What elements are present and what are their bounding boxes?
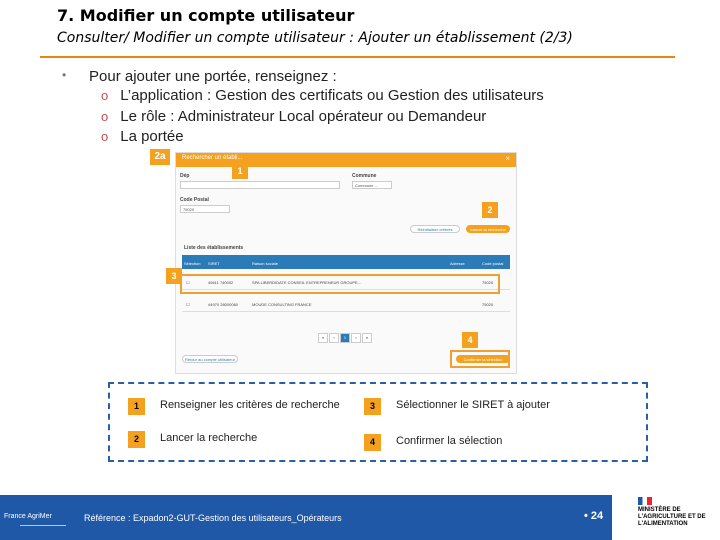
reset-criteria-button[interactable]: Réinitialiser critères bbox=[410, 225, 460, 233]
row-checkbox[interactable]: ☐ bbox=[186, 280, 190, 285]
circle-bullet-icon: o bbox=[101, 88, 109, 103]
sub-bullet-1: o L’application : Gestion des certificats ou Gestion des utilisateurs bbox=[101, 87, 544, 104]
dept-input[interactable] bbox=[180, 181, 340, 189]
back-button[interactable]: Retour au compte utilisateur bbox=[182, 355, 238, 363]
next-page-button[interactable]: › bbox=[351, 333, 361, 343]
legend-badge-1: 1 bbox=[128, 398, 145, 415]
slide-title: 7. Modifier un compte utilisateur bbox=[57, 6, 355, 25]
sub-bullet-3: o La portée bbox=[101, 128, 184, 145]
legend-text-1: Renseigner les critères de recherche bbox=[160, 399, 340, 411]
ministry-logo: MINISTÈRE DE L'AGRICULTURE ET DE L'ALIMENTATION bbox=[612, 495, 720, 540]
circle-bullet-icon: o bbox=[101, 109, 109, 124]
badge-1: 1 bbox=[232, 163, 248, 179]
legend-badge-3: 3 bbox=[364, 398, 381, 415]
footer bbox=[0, 495, 720, 540]
badge-2a: 2a bbox=[150, 149, 170, 165]
table-header: Sélection SIRET Raison sociale Adresse Code postal bbox=[182, 255, 510, 269]
search-button[interactable]: Lancer la recherche bbox=[466, 225, 510, 233]
modal-header bbox=[176, 153, 516, 167]
first-page-button[interactable]: « bbox=[318, 333, 328, 343]
dept-label: Dép bbox=[180, 173, 190, 179]
page-1-button[interactable]: 1 bbox=[340, 333, 350, 343]
commune-label: Commune bbox=[352, 173, 377, 179]
badge-2: 2 bbox=[482, 202, 498, 218]
sub-bullet-2: o Le rôle : Administrateur Local opérateur ou Demandeur bbox=[101, 108, 487, 125]
french-flag-icon bbox=[638, 497, 652, 505]
title-underline bbox=[40, 56, 675, 58]
list-title: Liste des établissements bbox=[184, 245, 244, 251]
selected-row-highlight bbox=[180, 274, 500, 294]
slide-subtitle: Consulter/ Modifier un compte utilisateur : Ajouter un établissement (2/3) bbox=[57, 30, 573, 46]
legend-text-4: Confirmer la sélection bbox=[396, 435, 503, 447]
badge-4: 4 bbox=[462, 332, 478, 348]
legend-text-2: Lancer la recherche bbox=[160, 432, 258, 444]
franceagrimer-logo: France AgriMer bbox=[0, 495, 75, 540]
legend-box bbox=[108, 382, 648, 462]
cp-input[interactable]: 75020 bbox=[180, 205, 230, 213]
cp-label: Code Postal bbox=[180, 197, 209, 203]
prev-page-button[interactable]: ‹ bbox=[329, 333, 339, 343]
footer-reference: Référence : Expadon2-GUT-Gestion des utilisateurs_Opérateurs bbox=[84, 513, 342, 523]
row-checkbox[interactable]: ☐ bbox=[186, 302, 190, 307]
circle-bullet-icon: o bbox=[101, 129, 109, 144]
legend-badge-2: 2 bbox=[128, 431, 145, 448]
close-icon[interactable]: × bbox=[505, 154, 510, 163]
confirm-selection-button[interactable]: Confirmer la sélection bbox=[456, 355, 510, 363]
main-bullet-text: Pour ajouter une portée, renseignez : bbox=[89, 68, 337, 85]
legend-badge-4: 4 bbox=[364, 434, 381, 451]
table-row[interactable]: ☐ 45611 740002 SPA LIBERDIDATE CONSEIL ENTREPRENEUR GROUPE... 75020 bbox=[182, 275, 510, 290]
page-number: • 24 bbox=[584, 510, 604, 522]
modal-title: Rechercher un établi... bbox=[182, 155, 243, 161]
badge-3: 3 bbox=[166, 268, 182, 284]
table-row[interactable]: ☐ 44970 28000060 MOUDE CONSULTING FRANCE 75020 bbox=[182, 297, 510, 312]
commune-select[interactable]: Commune ... bbox=[352, 181, 392, 189]
last-page-button[interactable]: » bbox=[362, 333, 372, 343]
legend-text-3: Sélectionner le SIRET à ajouter bbox=[396, 399, 550, 411]
confirm-button-highlight bbox=[450, 350, 510, 368]
bullet-dot-icon: • bbox=[62, 68, 67, 82]
